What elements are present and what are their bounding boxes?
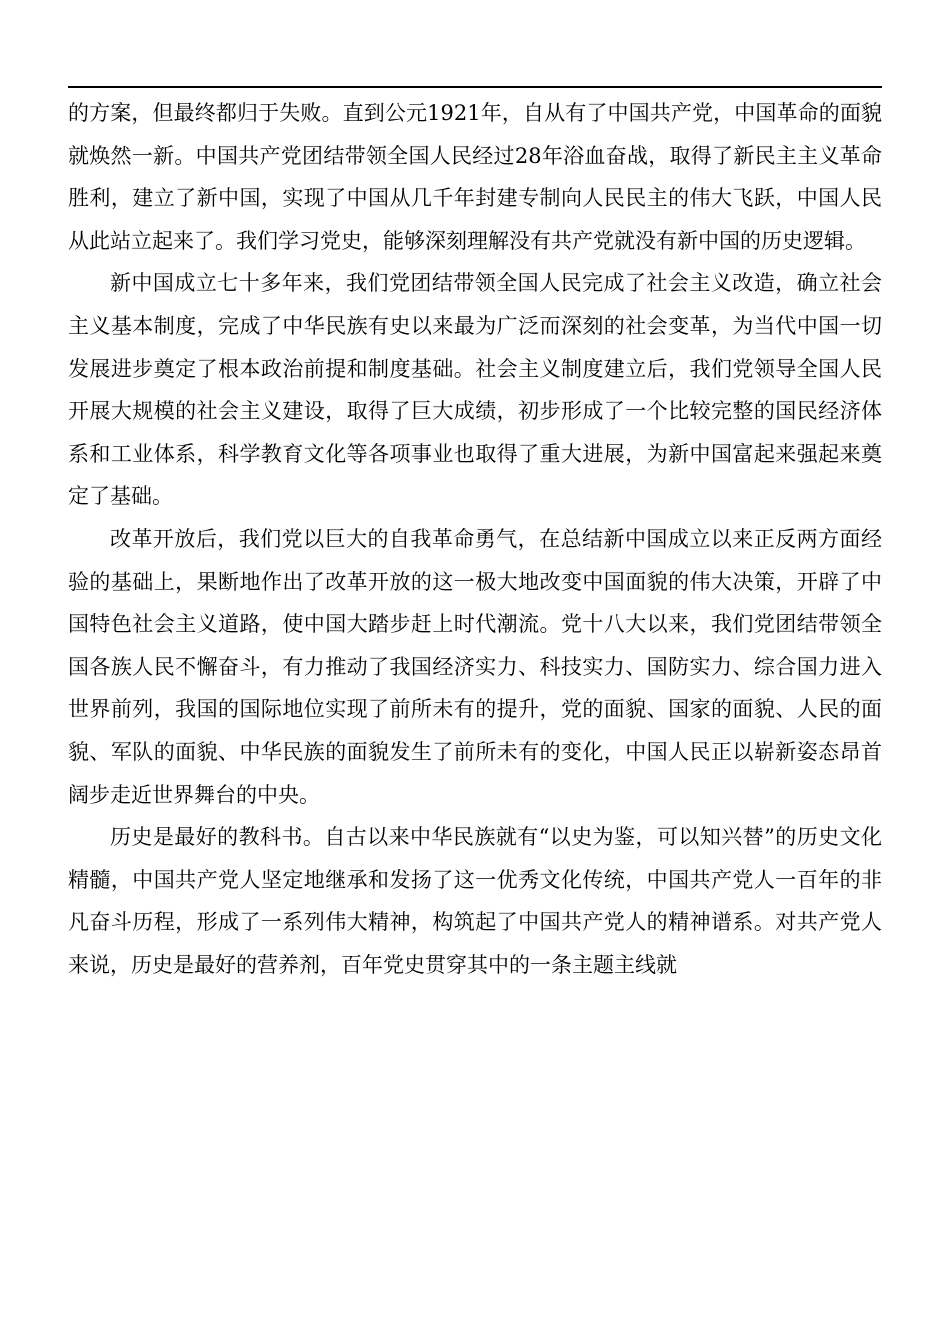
paragraph-4: 历史是最好的教科书。自古以来中华民族就有“以史为鉴，可以知兴替”的历史文化精髓，中国共产党人坚定地继承和发扬了这一优秀文化传统，中国共产党人一百年的非凡奋斗历程，形成了一系列伟大精神，构筑起了中国共产党人的精神谱系。对共产党人来说，历史是最好的营养剂，百年党史贯穿其中的一条主题主线就 [68, 825, 882, 977]
paragraph-1: 的方案，但最终都归于失败。直到公元1921年，自从有了中国共产党，中国革命的面貌就焕然一新。中国共产党团结带领全国人民经过28年浴血奋战，取得了新民主主义革命胜利，建立了新中国，实现了中国从几千年封建专制向人民民主的伟大飞跃，中国人民从此站立起来了。我们学习党史，能够深刻理解没有共产党就没有新中国的历史逻辑。 [68, 101, 882, 253]
document-body [68, 92, 882, 986]
header-rule [68, 86, 882, 88]
paragraph-2: 新中国成立七十多年来，我们党团结带领全国人民完成了社会主义改造，确立社会主义基本制度，完成了中华民族有史以来最为广泛而深刻的社会变革，为当代中国一切发展进步奠定了根本政治前提和制度基础。社会主义制度建立后，我们党领导全国人民开展大规模的社会主义建设，取得了巨大成绩，初步形成了一个比较完整的国民经济体系和工业体系，科学教育文化等各项事业也取得了重大进展，为新中国富起来强起来奠定了基础。 [68, 271, 882, 509]
paragraph-3: 改革开放后，我们党以巨大的自我革命勇气，在总结新中国成立以来正反两方面经验的基础上，果断地作出了改革开放的这一极大地改变中国面貌的伟大决策，开辟了中国特色社会主义道路，使中国大踏步赶上时代潮流。党十八大以来，我们党团结带领全国各族人民不懈奋斗，有力推动了我国经济实力、科技实力、国防实力、综合国力进入世界前列，我国的国际地位实现了前所未有的提升，党的面貌、国家的面貌、人民的面貌、军队的面貌、中华民族的面貌发生了前所未有的变化，中国人民正以崭新姿态昂首阔步走近世界舞台的中央。 [68, 526, 882, 807]
